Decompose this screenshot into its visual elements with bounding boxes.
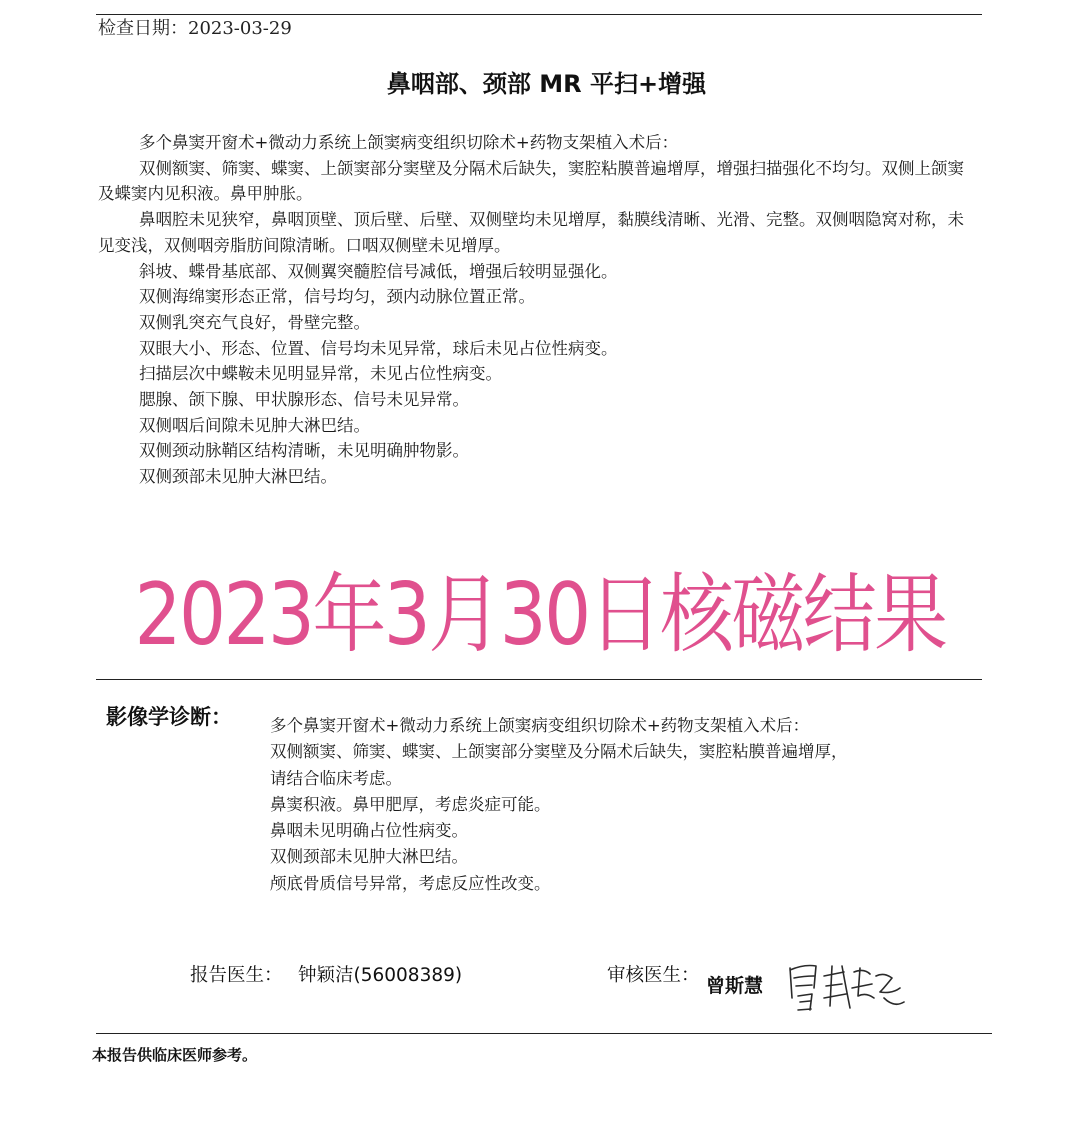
finding-paragraph: 双侧颈动脉鞘区结构清晰，未见明确肿物影。	[139, 441, 469, 461]
bottom-divider	[96, 1033, 992, 1034]
finding-paragraph: 双眼大小、形态、位置、信号均未见异常，球后未见占位性病变。	[139, 338, 618, 358]
diagnosis-line: 多个鼻窦开窗术+微动力系统上颌窦病变组织切除术+药物支架植入术后：	[270, 716, 810, 735]
report-title: 鼻咽部、颈部 MR 平扫+增强	[386, 70, 707, 98]
handwritten-signature	[784, 958, 910, 1018]
finding-paragraph: 腮腺、颌下腺、甲状腺形态、信号未见异常。	[139, 390, 469, 410]
reporter-label: 报告医生：	[190, 965, 283, 986]
finding-paragraph: 鼻咽腔未见狭窄，鼻咽顶壁、顶后壁、后壁、双侧壁均未见增厚，黏膜线清晰、光滑、完整。双侧咽隐窝对称，未见变浅，双侧咽旁脂肪间隙清晰。口咽双侧壁未见增厚。	[98, 210, 964, 255]
finding-paragraph: 扫描层次中蝶鞍未见明显异常，未见占位性病变。	[139, 364, 502, 384]
handwritten-annotation: 2023年3月30日核磁结果	[134, 565, 946, 665]
diagnosis-divider	[96, 679, 982, 680]
finding-paragraph: 双侧颈部未见肿大淋巴结。	[139, 467, 337, 487]
diagnosis-line: 鼻咽未见明确占位性病变。	[270, 821, 468, 841]
diagnosis-section	[270, 713, 848, 897]
finding-paragraph: 双侧咽后间隙未见肿大淋巴结。	[139, 415, 370, 435]
finding-paragraph: 双侧乳突充气良好，骨壁完整。	[139, 312, 370, 332]
finding-paragraph: 多个鼻窦开窗术+微动力系统上颌窦病变组织切除术+药物支架植入术后：	[139, 133, 679, 152]
finding-paragraph: 双侧海绵窦形态正常，信号均匀，颈内动脉位置正常。	[139, 287, 535, 307]
reviewer-label: 审核医生：	[607, 965, 700, 986]
reporter-name: 钟颖洁(56008389)	[298, 965, 463, 986]
diagnosis-line: 请结合临床考虑。	[270, 768, 402, 788]
findings-section	[98, 130, 968, 490]
diagnosis-line: 双侧额窦、筛窦、蝶窦、上颌窦部分窦壁及分隔术后缺失，窦腔粘膜普遍增厚，	[270, 742, 848, 762]
diagnosis-line: 鼻窦积液。鼻甲肥厚，考虑炎症可能。	[270, 794, 551, 814]
exam-date: 检查日期：2023-03-29	[98, 18, 292, 39]
finding-paragraph: 双侧额窦、筛窦、蝶窦、上颌窦部分窦壁及分隔术后缺失，窦腔粘膜普遍增厚，增强扫描强化不均匀。双侧上颌窦及蝶窦内见积液。鼻甲肿胀。	[98, 158, 964, 204]
diagnosis-label: 影像学诊断：	[106, 705, 232, 729]
diagnosis-line: 双侧颈部未见肿大淋巴结。	[270, 847, 468, 867]
footer-note: 本报告供临床医师参考。	[92, 1046, 258, 1064]
diagnosis-line: 颅底骨质信号异常，考虑反应性改变。	[270, 873, 551, 893]
reviewer-name: 曾斯慧	[706, 975, 764, 997]
finding-paragraph: 斜坡、蝶骨基底部、双侧翼突髓腔信号减低，增强后较明显强化。	[139, 261, 618, 281]
